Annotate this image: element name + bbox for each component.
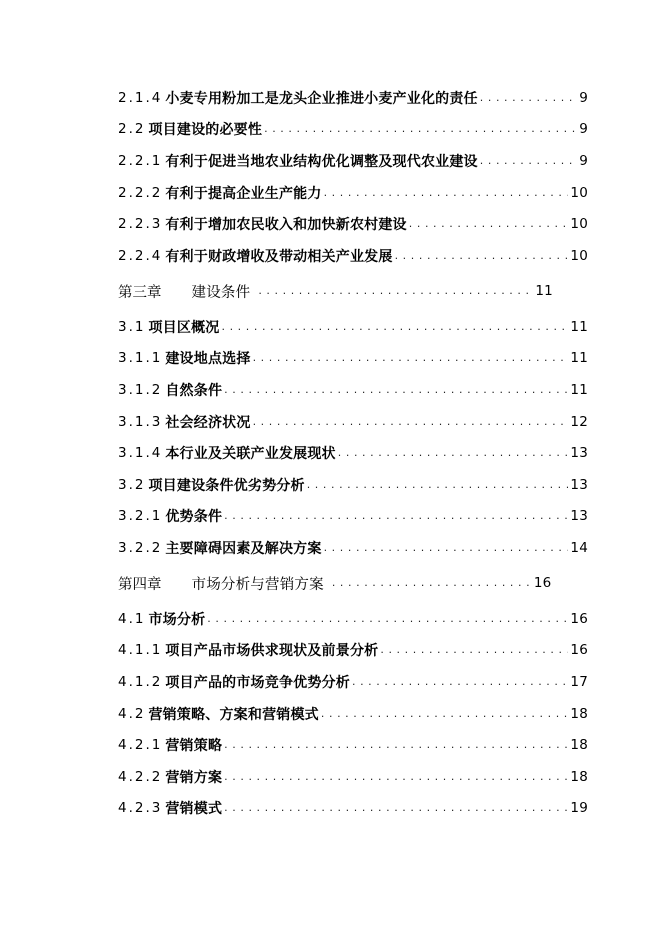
toc-dot-leader bbox=[321, 706, 569, 722]
toc-dot-leader bbox=[380, 642, 568, 658]
toc-entry-title: 项目建设的必要性 bbox=[148, 122, 263, 139]
toc-entry-page: 16 bbox=[570, 642, 588, 659]
toc-dot-leader bbox=[324, 540, 569, 556]
toc-entry-page: 13 bbox=[570, 445, 588, 462]
toc-entry-4-2-2[interactable] bbox=[118, 761, 588, 793]
toc-dot-leader bbox=[253, 414, 569, 430]
toc-entry-page: 11 bbox=[570, 350, 588, 367]
toc-chapter-title: 建设条件 bbox=[191, 284, 251, 301]
toc-entry-title: 自然条件 bbox=[165, 382, 223, 399]
toc-entry-4-1-2[interactable] bbox=[118, 666, 588, 698]
toc-entry-2-2[interactable] bbox=[118, 114, 588, 146]
toc-entry-number: 3.1.3 bbox=[118, 413, 163, 430]
toc-entry-number: 3.2.2 bbox=[118, 539, 163, 556]
toc-entry-page: 9 bbox=[579, 121, 588, 138]
toc-entry-number: 3.1 bbox=[118, 318, 146, 335]
toc-entry-title: 项目产品的市场竞争优势分析 bbox=[165, 675, 350, 692]
toc-entry-title: 小麦专用粉加工是龙头企业推进小麦产业化的责任 bbox=[165, 90, 478, 107]
toc-chapter-title: 市场分析与营销方案 bbox=[191, 576, 324, 593]
toc-entry-page: 10 bbox=[570, 216, 588, 233]
toc-dot-leader bbox=[224, 508, 568, 524]
toc-entry-number: 3.1.4 bbox=[118, 445, 163, 462]
toc-dot-leader bbox=[307, 477, 569, 493]
toc-dot-leader bbox=[258, 283, 533, 299]
toc-chapter-number: 第四章 bbox=[118, 576, 162, 593]
toc-entry-title: 项目建设条件优劣势分析 bbox=[148, 477, 305, 494]
toc-dot-leader bbox=[480, 153, 577, 169]
toc-entry-3-1-1[interactable] bbox=[118, 343, 588, 375]
toc-dot-leader bbox=[338, 445, 569, 461]
toc-entry-title: 营销方案 bbox=[165, 769, 223, 786]
toc-entry-4-1[interactable] bbox=[118, 603, 588, 635]
toc-entry-page: 11 bbox=[535, 283, 553, 300]
toc-entry-3-1-2[interactable] bbox=[118, 374, 588, 406]
toc-entry-number: 3.1.1 bbox=[118, 350, 163, 367]
toc-entry-number: 2.2.1 bbox=[118, 152, 163, 169]
toc-entry-number: 3.2 bbox=[118, 476, 146, 493]
toc-dot-leader bbox=[409, 216, 569, 232]
toc-entry-number: 4.1.2 bbox=[118, 674, 163, 691]
toc-chapter-4[interactable] bbox=[118, 564, 588, 603]
toc-entry-page: 17 bbox=[570, 674, 588, 691]
toc-entry-3-1-3[interactable] bbox=[118, 406, 588, 438]
toc-entry-page: 13 bbox=[570, 508, 588, 525]
toc-dot-leader bbox=[224, 800, 568, 816]
toc-dot-leader bbox=[332, 575, 532, 591]
toc-entry-page: 9 bbox=[579, 89, 588, 106]
toc-dot-leader bbox=[224, 737, 568, 753]
toc-entry-number: 4.2.3 bbox=[118, 800, 163, 817]
toc-entry-3-2-2[interactable] bbox=[118, 532, 588, 564]
toc-entry-page: 10 bbox=[570, 184, 588, 201]
toc-entry-number: 2.2.3 bbox=[118, 216, 163, 233]
toc-entry-number: 4.2 bbox=[118, 705, 146, 722]
toc-entry-number: 3.2.1 bbox=[118, 508, 163, 525]
toc-entry-number: 4.1 bbox=[118, 610, 146, 627]
toc-dot-leader bbox=[253, 350, 569, 366]
toc-entry-title: 营销策略、方案和营销模式 bbox=[148, 706, 319, 723]
toc-entry-title: 优势条件 bbox=[165, 509, 223, 526]
toc-entry-page: 18 bbox=[570, 768, 588, 785]
toc-entry-4-1-1[interactable] bbox=[118, 635, 588, 667]
toc-dot-leader bbox=[224, 382, 568, 398]
toc-entry-title: 有利于财政增收及带动相关产业发展 bbox=[165, 248, 393, 265]
toc-entry-title: 市场分析 bbox=[148, 611, 206, 628]
toc-entry-title: 项目区概况 bbox=[148, 319, 220, 336]
toc-entry-3-1[interactable] bbox=[118, 311, 588, 343]
toc-entry-title: 有利于促进当地农业结构优化调整及现代农业建设 bbox=[165, 153, 478, 170]
toc-entry-title: 建设地点选择 bbox=[165, 351, 251, 368]
toc-dot-leader bbox=[324, 185, 569, 201]
toc-entry-2-2-3[interactable] bbox=[118, 208, 588, 240]
toc-dot-leader bbox=[352, 674, 568, 690]
toc-entry-title: 本行业及关联产业发展现状 bbox=[165, 446, 336, 463]
toc-entry-page: 9 bbox=[579, 152, 588, 169]
toc-chapter-3[interactable] bbox=[118, 272, 588, 311]
toc-entry-page: 18 bbox=[570, 705, 588, 722]
toc-entry-4-2-3[interactable] bbox=[118, 793, 588, 825]
toc-entry-number: 4.2.2 bbox=[118, 768, 163, 785]
toc-entry-number: 2.2.2 bbox=[118, 184, 163, 201]
toc-entry-page: 10 bbox=[570, 247, 588, 264]
toc-entry-4-2[interactable] bbox=[118, 698, 588, 730]
toc-entry-page: 19 bbox=[570, 800, 588, 817]
toc-entry-page: 18 bbox=[570, 737, 588, 754]
toc-entry-number: 2.2.4 bbox=[118, 247, 163, 264]
toc-entry-page: 16 bbox=[570, 610, 588, 627]
toc-entry-title: 项目产品市场供求现状及前景分析 bbox=[165, 643, 379, 660]
toc-entry-page: 12 bbox=[570, 413, 588, 430]
toc-entry-title: 营销策略 bbox=[165, 738, 223, 755]
toc-entry-2-2-2[interactable] bbox=[118, 177, 588, 209]
toc-dot-leader bbox=[224, 769, 568, 785]
toc-entry-2-2-4[interactable] bbox=[118, 240, 588, 272]
toc-entry-4-2-1[interactable] bbox=[118, 729, 588, 761]
toc-entry-page: 16 bbox=[533, 575, 552, 592]
toc-entry-2-2-1[interactable] bbox=[118, 145, 588, 177]
toc-entry-page: 13 bbox=[570, 476, 588, 493]
toc-entry-number: 2.1.4 bbox=[118, 89, 163, 106]
toc-dot-leader bbox=[207, 611, 568, 627]
toc-entry-3-2-1[interactable] bbox=[118, 501, 588, 533]
toc-entry-page: 11 bbox=[570, 318, 588, 335]
toc-entry-title: 主要障碍因素及解决方案 bbox=[165, 540, 322, 557]
toc-entry-3-2[interactable] bbox=[118, 469, 588, 501]
toc-entry-title: 有利于提高企业生产能力 bbox=[165, 185, 322, 202]
toc-chapter-number: 第三章 bbox=[118, 284, 162, 301]
toc-entry-title: 营销模式 bbox=[165, 801, 223, 818]
toc-entry-title: 社会经济状况 bbox=[165, 414, 251, 431]
toc-dot-leader bbox=[395, 248, 569, 264]
toc-entry-title: 有利于增加农民收入和加快新农村建设 bbox=[165, 217, 407, 234]
toc-entry-number: 3.1.2 bbox=[118, 381, 163, 398]
toc-entry-number: 4.2.1 bbox=[118, 737, 163, 754]
table-of-contents bbox=[118, 82, 588, 824]
toc-entry-page: 14 bbox=[570, 539, 588, 556]
toc-dot-leader bbox=[264, 121, 577, 137]
toc-entry-number: 2.2 bbox=[118, 121, 146, 138]
toc-dot-leader bbox=[221, 319, 568, 335]
toc-dot-leader bbox=[480, 90, 577, 106]
toc-entry-number: 4.1.1 bbox=[118, 642, 163, 659]
toc-entry-3-1-4[interactable] bbox=[118, 437, 588, 469]
toc-entry-2-1-4[interactable] bbox=[118, 82, 588, 114]
toc-entry-page: 11 bbox=[570, 381, 588, 398]
